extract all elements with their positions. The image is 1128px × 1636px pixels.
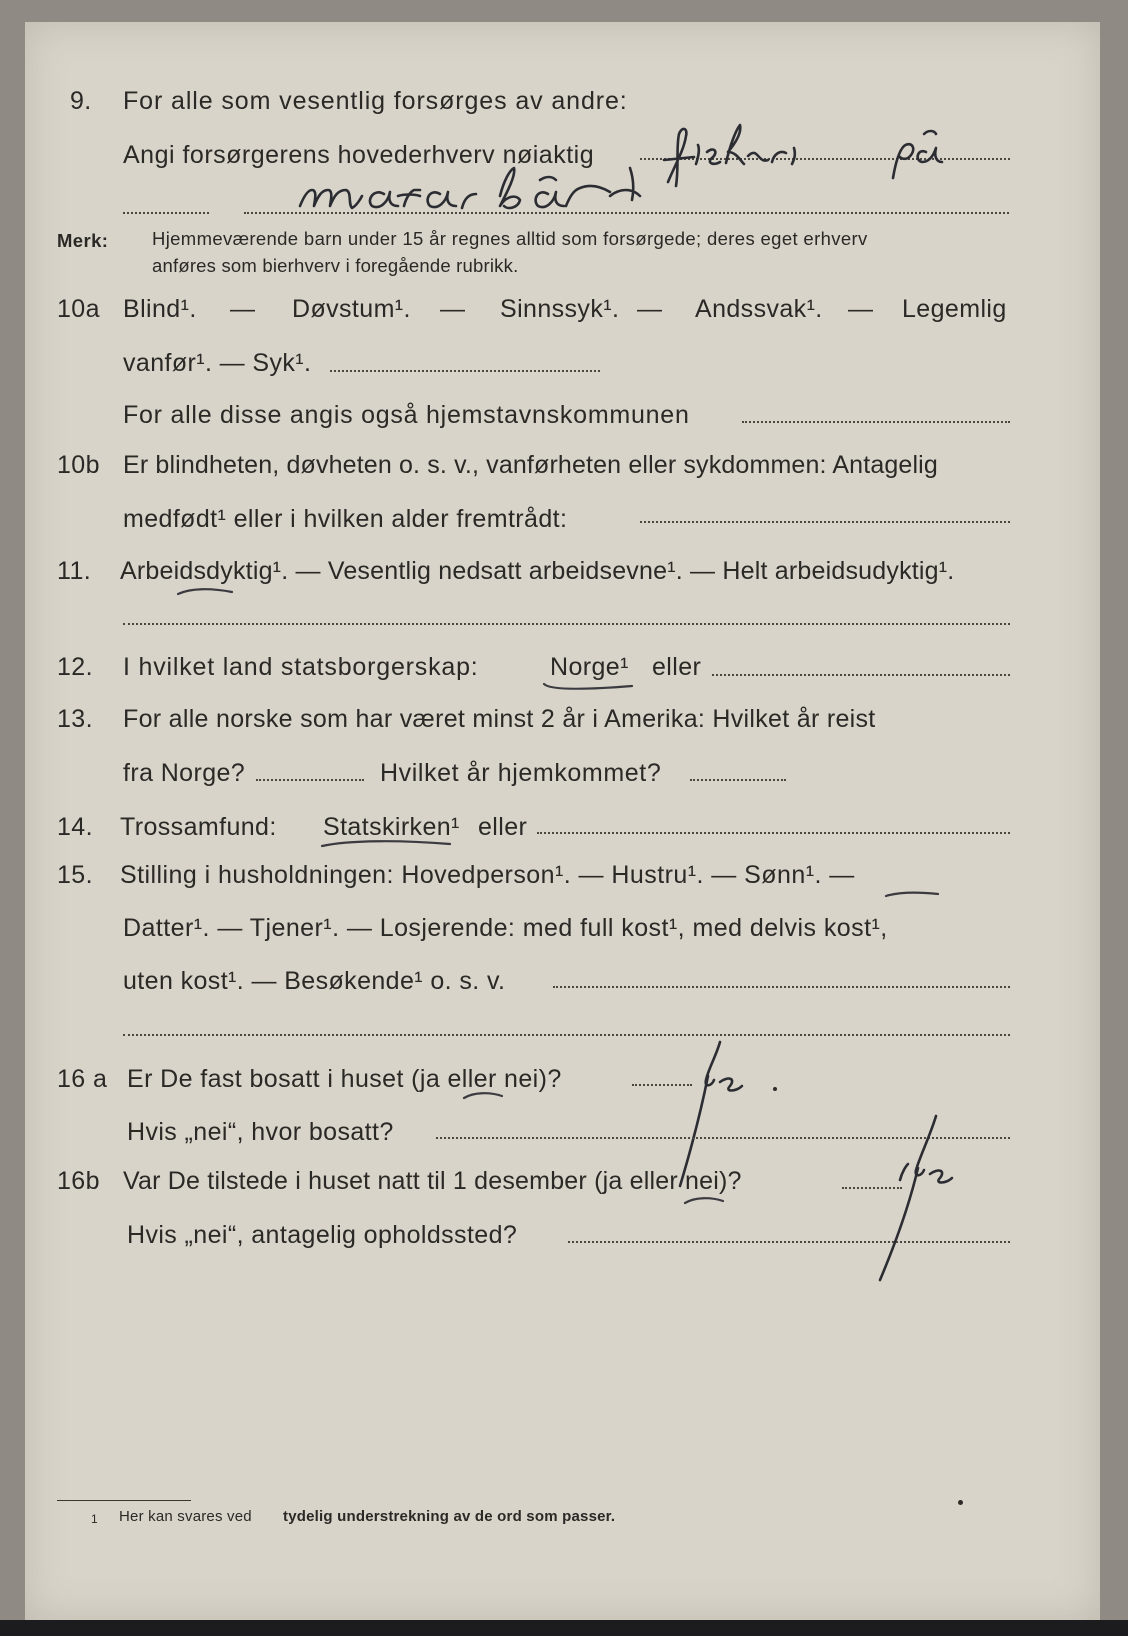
ink-speck bbox=[958, 1500, 963, 1505]
q14-tail: eller bbox=[478, 813, 528, 841]
q10a-option-legemlig: Legemlig bbox=[902, 295, 1007, 323]
q16b-line2: Hvis „nei“, antagelig opholdssted? bbox=[127, 1221, 518, 1249]
q16a-number: 16 a bbox=[57, 1065, 108, 1093]
q10b-line2: medfødt¹ eller i hvilken alder fremtrådt: bbox=[123, 505, 568, 533]
ink-speck bbox=[773, 1087, 777, 1091]
q13-number: 13. bbox=[57, 705, 93, 733]
q15-answer-line-1 bbox=[553, 986, 1010, 988]
q14-underline-statskirken bbox=[320, 838, 460, 852]
q16b-line1: Var De tilstede i huset natt til 1 desember (ja eller nei)? bbox=[123, 1167, 742, 1195]
q16b-underline-ja bbox=[683, 1193, 733, 1207]
q11-line1: Arbeidsdyktig¹. — Vesentlig nedsatt arbeidsevne¹. — Helt arbeidsudyktig¹. bbox=[120, 557, 955, 585]
q14-text: Trossamfund: bbox=[120, 813, 277, 841]
q14-statskirken: Statskirken¹ bbox=[323, 813, 460, 841]
q11-underline-arbeidsdyktig bbox=[176, 586, 236, 598]
q9-line1: For alle som vesentlig forsørges av andre: bbox=[123, 87, 628, 115]
q13-reist-line bbox=[256, 779, 364, 781]
q10a-number: 10a bbox=[57, 295, 100, 323]
q10a-dash: — bbox=[637, 295, 663, 323]
merk-line2: anføres som bierhverv i foregående rubrikk. bbox=[152, 255, 519, 276]
footnote-mark: 1 bbox=[91, 1512, 98, 1526]
footnote-bold-text: tydelig understrekning av de ord som passer. bbox=[283, 1508, 616, 1525]
q10a-option-blind: Blind¹. bbox=[123, 295, 197, 323]
q12-tail: eller bbox=[652, 653, 702, 681]
q16a-line2: Hvis „nei“, hvor bosatt? bbox=[127, 1118, 394, 1146]
q15-answer-line-2 bbox=[123, 1034, 1010, 1036]
q10a-option-dovstum: Døvstum¹. bbox=[292, 295, 411, 323]
q9-number: 9. bbox=[70, 87, 92, 115]
q16b-opholdssted-line bbox=[568, 1241, 1010, 1243]
q15-line3: uten kost¹. — Besøkende¹ o. s. v. bbox=[123, 967, 506, 995]
q12-number: 12. bbox=[57, 653, 93, 681]
q10b-line1: Er blindheten, døvheten o. s. v., vanførheten eller sykdommen: Antagelig bbox=[123, 451, 938, 479]
q9-line2: Angi forsørgerens hovederhverv nøiaktig bbox=[123, 141, 595, 169]
q10a-line2: vanfør¹. — Syk¹. bbox=[123, 349, 312, 377]
q16a-line1: Er De fast bosatt i huset (ja eller nei)? bbox=[127, 1065, 562, 1093]
q12-underline-norge bbox=[542, 680, 642, 694]
q15-line1: Stilling i husholdningen: Hovedperson¹. — Hustru¹. — Sønn¹. — bbox=[120, 861, 855, 889]
q12-text: I hvilket land statsborgerskap: bbox=[123, 653, 479, 681]
q10a-line3: For alle disse angis også hjemstavnskommunen bbox=[123, 401, 690, 429]
footnote-bold bbox=[283, 1508, 615, 1526]
q10a-dash: — bbox=[848, 295, 874, 323]
q10a-option-sinnssyk: Sinnssyk¹. bbox=[500, 295, 620, 323]
q10a-option-andssvak: Andssvak¹. bbox=[695, 295, 823, 323]
q16a-underline-ja bbox=[462, 1088, 512, 1102]
footnote-plain: Her kan svares ved bbox=[119, 1508, 252, 1525]
q13-line2b: Hvilket år hjemkommet? bbox=[380, 759, 662, 787]
q13-line2a: fra Norge? bbox=[123, 759, 246, 787]
q10b-number: 10b bbox=[57, 451, 100, 479]
q10a-syk-line bbox=[330, 370, 600, 372]
q16b-handwritten-answer bbox=[840, 1112, 960, 1282]
scan-bottom-edge bbox=[0, 1620, 1128, 1636]
q13-line1: For alle norske som har været minst 2 år i Amerika: Hvilket år reist bbox=[123, 705, 876, 733]
q12-answer-norge: Norge¹ bbox=[550, 653, 629, 681]
q15-number: 15. bbox=[57, 861, 93, 889]
merk-label: Merk: bbox=[57, 230, 109, 251]
q16b-number: 16b bbox=[57, 1167, 100, 1195]
q9-handwritten-answer bbox=[0, 0, 1128, 240]
q10a-hjemstavn-line bbox=[742, 421, 1010, 423]
q11-number: 11. bbox=[57, 557, 92, 585]
q15-underline-sonn bbox=[884, 890, 944, 902]
q12-answer-line bbox=[712, 674, 1010, 676]
q15-line2: Datter¹. — Tjener¹. — Losjerende: med full kost¹, med delvis kost¹, bbox=[123, 914, 888, 942]
merk-line1: Hjemmeværende barn under 15 år regnes alltid som forsørgede; deres eget erhverv bbox=[152, 228, 868, 249]
q10b-answer-line bbox=[640, 521, 1010, 523]
q14-number: 14. bbox=[57, 813, 93, 841]
q11-answer-line bbox=[123, 623, 1010, 625]
q14-answer-line bbox=[537, 832, 1010, 834]
q10a-dash: — bbox=[230, 295, 256, 323]
q10a-dash: — bbox=[440, 295, 466, 323]
q13-hjemkommet-line bbox=[690, 779, 786, 781]
footnote-rule bbox=[57, 1500, 191, 1501]
